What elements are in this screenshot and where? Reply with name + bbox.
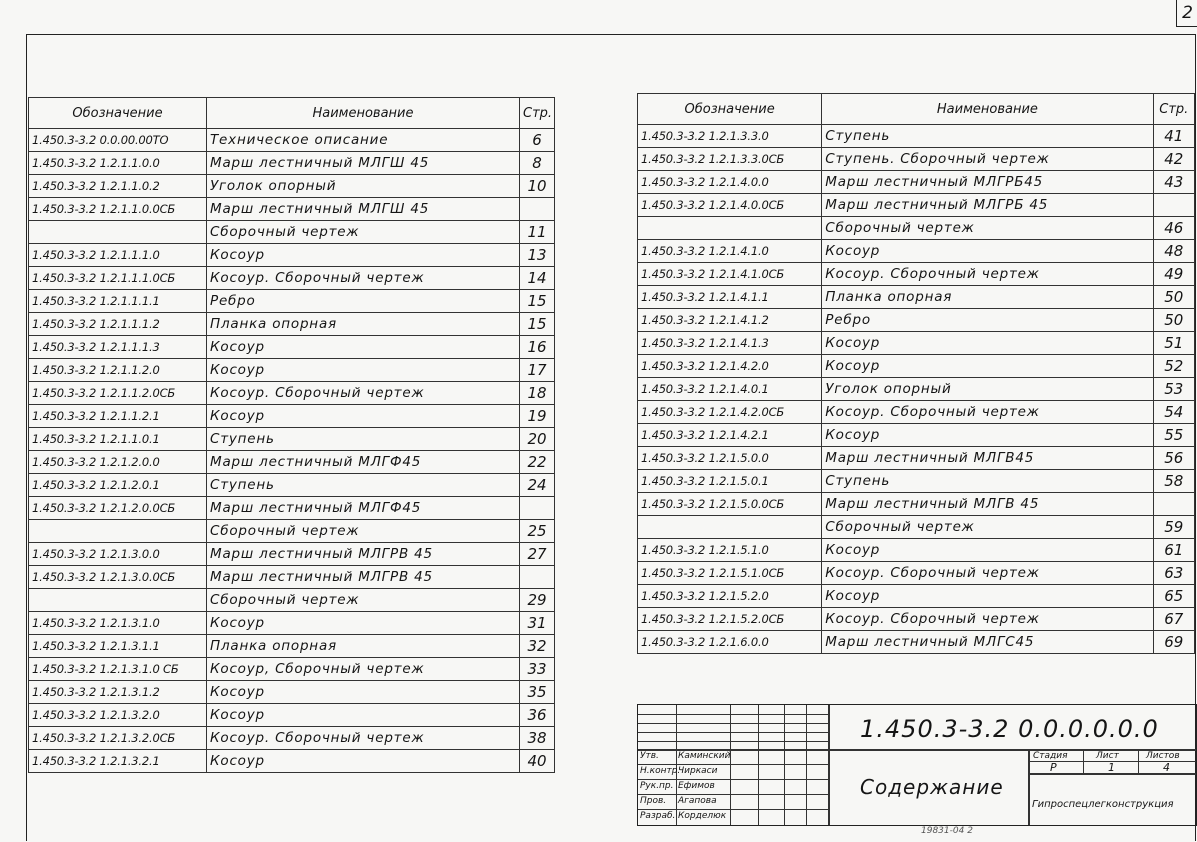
table-row <box>638 309 1195 332</box>
row-page: 31 <box>520 612 555 635</box>
row-code: 1.450.3-3.2 1.2.1.4.0.0 <box>638 171 822 194</box>
row-code: 1.450.3-3.2 1.2.1.1.0.0 <box>29 152 207 175</box>
row-page: 33 <box>520 658 555 681</box>
row-page: 32 <box>520 635 555 658</box>
row-name: Ступень <box>822 470 1153 493</box>
row-code: 1.450.3-3.2 1.2.1.1.1.0СБ <box>29 267 207 290</box>
table-row <box>29 313 555 336</box>
row-code: 1.450.3-3.2 1.2.1.6.0.0 <box>638 631 822 654</box>
row-code: 1.450.3-3.2 1.2.1.2.0.0 <box>29 451 207 474</box>
row-page: 40 <box>520 750 555 773</box>
table-row <box>638 217 1195 240</box>
row-name: Сборочный чертеж <box>207 520 520 543</box>
contents-table-right <box>637 93 1195 654</box>
row-code: 1.450.3-3.2 1.2.1.4.1.0 <box>638 240 822 263</box>
row-page: 50 <box>1153 286 1194 309</box>
document-title: Содержание <box>860 775 1004 799</box>
table-row <box>638 516 1195 539</box>
sheet-label: Лист <box>1096 751 1119 761</box>
table-row <box>29 727 555 750</box>
row-page: 59 <box>1153 516 1194 539</box>
row-page: 69 <box>1153 631 1194 654</box>
row-code: 1.450.3-3.2 1.2.1.2.0.1 <box>29 474 207 497</box>
row-code: 1.450.3-3.2 1.2.1.4.0.0СБ <box>638 194 822 217</box>
header-page: Стр. <box>1153 94 1194 125</box>
row-code: 1.450.3-3.2 1.2.1.5.1.0 <box>638 539 822 562</box>
row-name: Уголок опорный <box>822 378 1153 401</box>
row-page: 27 <box>520 543 555 566</box>
row-name: Косоур <box>207 681 520 704</box>
row-code: 1.450.3-3.2 1.2.1.5.2.0 <box>638 585 822 608</box>
table-row <box>638 401 1195 424</box>
row-page <box>520 497 555 520</box>
signer-name: Ефимов <box>678 781 715 791</box>
header-name: Наименование <box>207 98 520 129</box>
row-code: 1.450.3-3.2 1.2.1.3.0.0СБ <box>29 566 207 589</box>
row-code: 1.450.3-3.2 1.2.1.1.1.3 <box>29 336 207 359</box>
row-code: 1.450.3-3.2 0.0.00.00ТО <box>29 129 207 152</box>
row-name: Марш лестничный МЛГРБ 45 <box>822 194 1153 217</box>
table-row <box>29 267 555 290</box>
table-row <box>638 355 1195 378</box>
table-row <box>638 470 1195 493</box>
row-page: 13 <box>520 244 555 267</box>
table-row <box>29 175 555 198</box>
row-page: 63 <box>1153 562 1194 585</box>
row-name: Ступень. Сборочный чертеж <box>822 148 1153 171</box>
row-name: Ступень <box>207 474 520 497</box>
row-name: Косоур. Сборочный чертеж <box>822 608 1153 631</box>
header-code: Обозначение <box>638 94 822 125</box>
row-name: Косоур <box>207 336 520 359</box>
table-row <box>638 378 1195 401</box>
table-row <box>29 658 555 681</box>
row-code <box>29 589 207 612</box>
row-name: Косоур. Сборочный чертеж <box>207 727 520 750</box>
row-code: 1.450.3-3.2 1.2.1.4.1.3 <box>638 332 822 355</box>
row-code: 1.450.3-3.2 1.2.1.1.1.0 <box>29 244 207 267</box>
row-name: Косоур <box>207 750 520 773</box>
row-page: 16 <box>520 336 555 359</box>
table-row <box>638 171 1195 194</box>
row-code: 1.450.3-3.2 1.2.1.5.1.0СБ <box>638 562 822 585</box>
row-page: 50 <box>1153 309 1194 332</box>
organization-name: Гипроспецлегконструкция <box>1032 799 1174 810</box>
row-page: 35 <box>520 681 555 704</box>
title-block <box>637 704 1197 826</box>
row-code: 1.450.3-3.2 1.2.1.4.2.1 <box>638 424 822 447</box>
row-name: Марш лестничный МЛГРБ45 <box>822 171 1153 194</box>
row-code <box>29 520 207 543</box>
table-row <box>29 221 555 244</box>
row-page <box>1153 493 1194 516</box>
table-row <box>638 493 1195 516</box>
row-page: 14 <box>520 267 555 290</box>
row-code: 1.450.3-3.2 1.2.1.1.1.2 <box>29 313 207 336</box>
row-page <box>520 198 555 221</box>
row-page: 41 <box>1153 125 1194 148</box>
row-page: 22 <box>520 451 555 474</box>
row-code: 1.450.3-3.2 1.2.1.4.1.1 <box>638 286 822 309</box>
row-page: 56 <box>1153 447 1194 470</box>
row-name: Планка опорная <box>207 313 520 336</box>
table-row <box>638 148 1195 171</box>
row-page: 42 <box>1153 148 1194 171</box>
row-code: 1.450.3-3.2 1.2.1.3.2.0 <box>29 704 207 727</box>
row-name: Косоур <box>822 355 1153 378</box>
row-name: Техническое описание <box>207 129 520 152</box>
row-name: Марш лестничный МЛГС45 <box>822 631 1153 654</box>
table-row <box>638 194 1195 217</box>
table-row <box>29 405 555 428</box>
row-page: 58 <box>1153 470 1194 493</box>
row-code: 1.450.3-3.2 1.2.1.4.1.2 <box>638 309 822 332</box>
row-page: 46 <box>1153 217 1194 240</box>
row-name: Косоур <box>822 332 1153 355</box>
row-page: 49 <box>1153 263 1194 286</box>
table-row <box>638 562 1195 585</box>
table-header-row <box>638 94 1195 125</box>
row-name: Планка опорная <box>822 286 1153 309</box>
row-name: Ребро <box>822 309 1153 332</box>
table-row <box>29 129 555 152</box>
row-code: 1.450.3-3.2 1.2.1.1.1.1 <box>29 290 207 313</box>
row-page: 36 <box>520 704 555 727</box>
row-name: Косоур. Сборочный чертеж <box>207 267 520 290</box>
row-code: 1.450.3-3.2 1.2.1.1.0.2 <box>29 175 207 198</box>
row-name: Сборочный чертеж <box>207 589 520 612</box>
row-name: Сборочный чертеж <box>207 221 520 244</box>
row-name: Уголок опорный <box>207 175 520 198</box>
row-page: 53 <box>1153 378 1194 401</box>
row-code: 1.450.3-3.2 1.2.1.3.1.1 <box>29 635 207 658</box>
table-row <box>638 539 1195 562</box>
row-name: Косоур <box>207 244 520 267</box>
row-code: 1.450.3-3.2 1.2.1.1.0.0СБ <box>29 198 207 221</box>
row-name: Косоур <box>207 405 520 428</box>
row-page: 61 <box>1153 539 1194 562</box>
row-page: 38 <box>520 727 555 750</box>
row-name: Косоур <box>822 539 1153 562</box>
header-page: Стр. <box>520 98 555 129</box>
row-page: 8 <box>520 152 555 175</box>
row-name: Марш лестничный МЛГШ 45 <box>207 152 520 175</box>
row-name: Марш лестничный МЛГШ 45 <box>207 198 520 221</box>
table-row <box>29 152 555 175</box>
row-page: 24 <box>520 474 555 497</box>
row-code: 1.450.3-3.2 1.2.1.3.0.0 <box>29 543 207 566</box>
table-row <box>29 681 555 704</box>
header-code: Обозначение <box>29 98 207 129</box>
row-code: 1.450.3-3.2 1.2.1.3.1.2 <box>29 681 207 704</box>
row-code: 1.450.3-3.2 1.2.1.5.0.0СБ <box>638 493 822 516</box>
row-page: 43 <box>1153 171 1194 194</box>
row-name: Косоур. Сборочный чертеж <box>822 401 1153 424</box>
row-page: 19 <box>520 405 555 428</box>
row-name: Марш лестничный МЛГФ45 <box>207 497 520 520</box>
row-name: Марш лестничный МЛГРВ 45 <box>207 566 520 589</box>
row-page: 67 <box>1153 608 1194 631</box>
row-code: 1.450.3-3.2 1.2.1.3.1.0 <box>29 612 207 635</box>
row-code: 1.450.3-3.2 1.2.1.5.0.0 <box>638 447 822 470</box>
row-code: 1.450.3-3.2 1.2.1.1.2.0 <box>29 359 207 382</box>
row-page <box>520 566 555 589</box>
row-name: Косоур <box>207 359 520 382</box>
row-code <box>638 516 822 539</box>
row-page: 10 <box>520 175 555 198</box>
signer-role: Пров. <box>640 796 667 806</box>
row-code: 1.450.3-3.2 1.2.1.3.2.1 <box>29 750 207 773</box>
row-code: 1.450.3-3.2 1.2.1.4.2.0 <box>638 355 822 378</box>
table-row <box>29 451 555 474</box>
row-page: 17 <box>520 359 555 382</box>
header-name: Наименование <box>822 94 1153 125</box>
table-row <box>29 244 555 267</box>
table-row <box>29 359 555 382</box>
row-code: 1.450.3-3.2 1.2.1.4.0.1 <box>638 378 822 401</box>
table-row <box>29 497 555 520</box>
row-page: 51 <box>1153 332 1194 355</box>
document-number: 1.450.3-3.2 0.0.0.0.0.0 <box>860 715 1159 743</box>
row-page: 20 <box>520 428 555 451</box>
row-page: 65 <box>1153 585 1194 608</box>
row-name: Сборочный чертеж <box>822 516 1153 539</box>
row-name: Косоур <box>822 585 1153 608</box>
row-code <box>638 217 822 240</box>
row-page: 25 <box>520 520 555 543</box>
table-row <box>29 750 555 773</box>
row-code: 1.450.3-3.2 1.2.1.5.0.1 <box>638 470 822 493</box>
row-code: 1.450.3-3.2 1.2.1.1.0.1 <box>29 428 207 451</box>
table-row <box>29 612 555 635</box>
row-code: 1.450.3-3.2 1.2.1.3.3.0СБ <box>638 148 822 171</box>
table-row <box>29 704 555 727</box>
stage-value: Р <box>1050 761 1057 774</box>
row-page: 54 <box>1153 401 1194 424</box>
signer-name: Корделюк <box>678 811 727 821</box>
row-code: 1.450.3-3.2 1.2.1.1.2.1 <box>29 405 207 428</box>
table-header-row <box>29 98 555 129</box>
table-row <box>29 474 555 497</box>
row-page: 15 <box>520 290 555 313</box>
row-name: Косоур. Сборочный чертеж <box>207 382 520 405</box>
sheets-value: 4 <box>1163 761 1170 774</box>
row-name: Сборочный чертеж <box>822 217 1153 240</box>
row-code: 1.450.3-3.2 1.2.1.5.2.0СБ <box>638 608 822 631</box>
row-code: 1.450.3-3.2 1.2.1.1.2.0СБ <box>29 382 207 405</box>
signer-name: Каминский <box>678 751 731 761</box>
signer-name: Агапова <box>678 796 717 806</box>
row-name: Марш лестничный МЛГВ 45 <box>822 493 1153 516</box>
row-name: Марш лестничный МЛГВ45 <box>822 447 1153 470</box>
table-row <box>29 290 555 313</box>
signer-role: Рук.пр. <box>640 781 674 791</box>
table-row <box>638 286 1195 309</box>
signer-role: Н.контр. <box>640 766 681 776</box>
table-row <box>29 566 555 589</box>
row-name: Планка опорная <box>207 635 520 658</box>
row-name: Косоур <box>822 424 1153 447</box>
row-name: Косоур. Сборочный чертеж <box>822 562 1153 585</box>
row-code: 1.450.3-3.2 1.2.1.2.0.0СБ <box>29 497 207 520</box>
table-row <box>29 589 555 612</box>
table-row <box>638 125 1195 148</box>
row-page: 29 <box>520 589 555 612</box>
row-name: Ребро <box>207 290 520 313</box>
row-code: 1.450.3-3.2 1.2.1.4.1.0СБ <box>638 263 822 286</box>
row-name: Косоур. Сборочный чертеж <box>822 263 1153 286</box>
signer-name: Чиркаси <box>678 766 718 776</box>
row-name: Косоур <box>822 240 1153 263</box>
table-row <box>638 585 1195 608</box>
row-name: Марш лестничный МЛГФ45 <box>207 451 520 474</box>
row-page <box>1153 194 1194 217</box>
signer-role: Утв. <box>640 751 659 761</box>
table-row <box>638 332 1195 355</box>
table-row <box>638 447 1195 470</box>
row-page: 15 <box>520 313 555 336</box>
row-name: Ступень <box>822 125 1153 148</box>
row-name: Косоур <box>207 704 520 727</box>
row-name: Косоур <box>207 612 520 635</box>
table-row <box>29 382 555 405</box>
table-row <box>29 336 555 359</box>
row-code: 1.450.3-3.2 1.2.1.3.3.0 <box>638 125 822 148</box>
row-name: Косоур, Сборочный чертеж <box>207 658 520 681</box>
row-page: 18 <box>520 382 555 405</box>
footer-stamp: 19831-04 2 <box>921 826 973 836</box>
table-row <box>29 520 555 543</box>
signer-role: Разраб. <box>640 811 676 821</box>
row-code: 1.450.3-3.2 1.2.1.3.2.0СБ <box>29 727 207 750</box>
sheet-value: 1 <box>1108 761 1115 774</box>
row-page: 6 <box>520 129 555 152</box>
stage-label: Стадия <box>1033 751 1068 761</box>
contents-table-left <box>28 97 555 773</box>
table-row <box>29 428 555 451</box>
row-code: 1.450.3-3.2 1.2.1.4.2.0СБ <box>638 401 822 424</box>
table-row <box>29 543 555 566</box>
row-page: 55 <box>1153 424 1194 447</box>
table-row <box>638 240 1195 263</box>
table-row <box>29 635 555 658</box>
row-name: Ступень <box>207 428 520 451</box>
row-code <box>29 221 207 244</box>
sheet-number: 2 <box>1176 0 1197 27</box>
table-row <box>638 424 1195 447</box>
table-row <box>29 198 555 221</box>
table-row <box>638 263 1195 286</box>
table-row <box>638 631 1195 654</box>
row-code: 1.450.3-3.2 1.2.1.3.1.0 СБ <box>29 658 207 681</box>
sheets-label: Листов <box>1146 751 1180 761</box>
table-row <box>638 608 1195 631</box>
row-page: 52 <box>1153 355 1194 378</box>
row-page: 48 <box>1153 240 1194 263</box>
row-name: Марш лестничный МЛГРВ 45 <box>207 543 520 566</box>
row-page: 11 <box>520 221 555 244</box>
